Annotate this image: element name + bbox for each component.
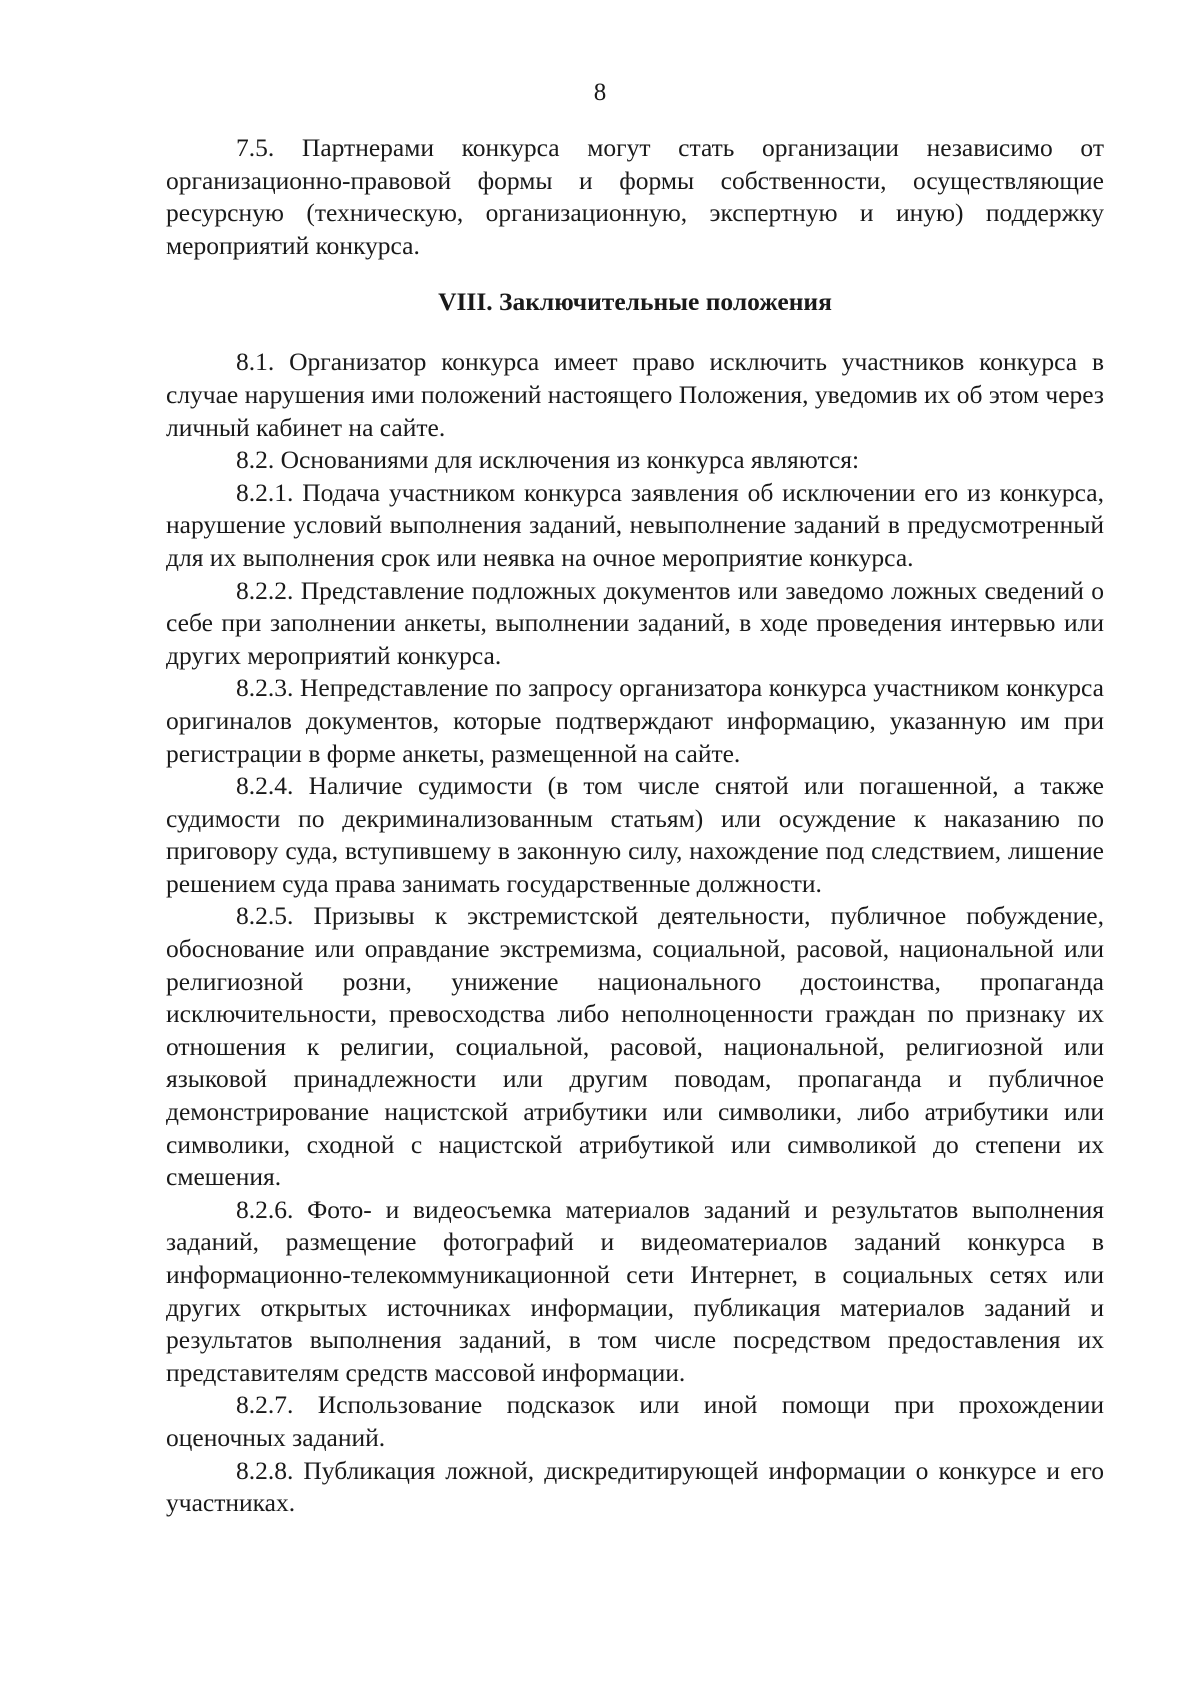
- paragraph-8-2-8: 8.2.8. Публикация ложной, дискредитирующей информации о конкурсе и его участниках.: [166, 1455, 1104, 1518]
- paragraph-8-2-6: 8.2.6. Фото- и видеосъемка материалов заданий и результатов выполнения заданий, размещение фотографий и видеоматериалов заданий конкурса в информационно-телекоммуникационной сети Интернет, в социальных сетях или других открытых источниках информации, публикация материалов заданий и результатов выполнения заданий, в том числе посредством предоставления их представителям средств массовой информации.: [166, 1194, 1104, 1387]
- paragraph-8-2: 8.2. Основаниями для исключения из конкурса являются:: [236, 445, 860, 475]
- paragraph-8-2-3: 8.2.3. Непредставление по запросу организатора конкурса участником конкурса оригиналов документов, которые подтверждают информацию, указанную им при регистрации в форме анкеты, размещенной на сайте.: [166, 673, 1104, 768]
- paragraph-8-2-2: 8.2.2. Представление подложных документов или заведомо ложных сведений о себе при заполнении анкеты, выполнении заданий, в ходе проведения интервью или других мероприятий конкурса.: [166, 575, 1104, 670]
- paragraph-8-1: 8.1. Организатор конкурса имеет право исключить участников конкурса в случае нарушения ими положений настоящего Положения, уведомив их об этом через личный кабинет на сайте.: [166, 347, 1104, 442]
- page-number: 8: [593, 79, 607, 106]
- paragraph-8-2-4: 8.2.4. Наличие судимости (в том числе снятой или погашенной, а также судимости по декриминализованным статьям) или осуждение к наказанию по приговору суда, вступившему в законную силу, нахождение под следствием, лишение решением суда права занимать государственные должности.: [166, 771, 1104, 898]
- paragraph-8-2-5: 8.2.5. Призывы к экстремистской деятельности, публичное побуждение, обоснование или оправдание экстремизма, социальной, расовой, национальной или религиозной розни, унижение национального достоинства, пропаганда исключительности, превосходства либо неполноценности граждан по признаку их отношения к религии, социальной, расовой, национальной, религиозной или языковой принадлежности или другим поводам, пропаганда и публичное демонстрирование нацистской атрибутики или символики, либо атрибутики или символики, сходной с нацистской атрибутикой или символикой до степени их смешения.: [166, 901, 1104, 1192]
- paragraph-8-2-7: 8.2.7. Использование подсказок или иной помощи при прохождении оценочных заданий.: [166, 1390, 1104, 1452]
- section-heading: VIII. Заключительные положения: [438, 287, 832, 317]
- paragraph-8-2-1: 8.2.1. Подача участником конкурса заявления об исключении его из конкурса, нарушение условий выполнения заданий, невыполнение заданий в предусмотренный для их выполнения срок или неявка на очное мероприятие конкурса.: [166, 477, 1104, 572]
- paragraph-7-5: 7.5. Партнерами конкурса могут стать организации независимо от организационно-правовой формы и формы собственности, осуществляющие ресурсную (техническую, организационную, экспертную и иную) поддержку мероприятий конкурса.: [166, 133, 1104, 260]
- document-body: [166, 132, 1104, 1520]
